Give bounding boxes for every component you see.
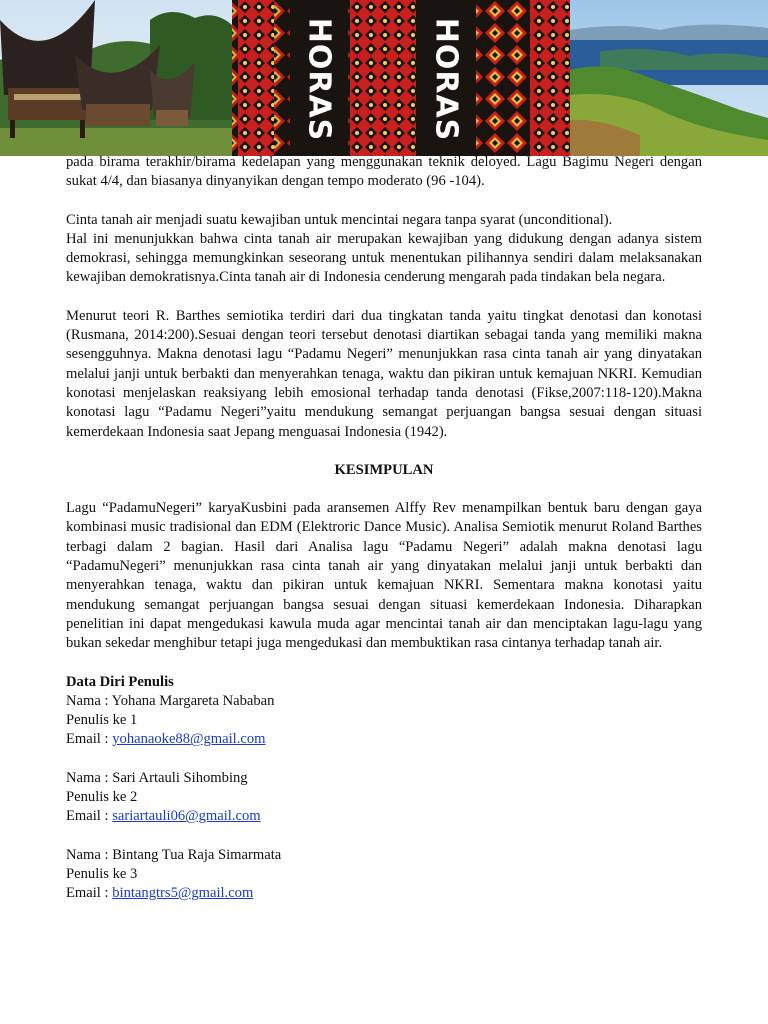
author-role: Penulis ke 3	[66, 865, 138, 882]
banner-image	[0, 0, 768, 156]
email-label: Email :	[66, 808, 113, 825]
authors-heading: Data Diri Penulis	[66, 673, 174, 690]
horas-text-left: HORAS	[301, 17, 337, 141]
paragraph: Hal ini menunjukkan bahwa cinta tanah air merupakan kewajiban yang didukung dengan adanya sistem demokrasi, sehingga memungkinkan seseorang untuk menentukan pilihannya sendiri dalam melaksanakan kewajiban demokratisnya.Cinta tanah air di Indonesia cenderung mengarah pada tindakan bela negara.	[66, 230, 702, 286]
paragraph: pada birama terakhir/birama kedelapan yang menggunakan teknik deloyed. Lagu Bagimu Negeri dengan sukat 4/4, dan biasanya dinyanyikan dengan tempo moderato (96 -104).	[66, 154, 702, 190]
author-role: Penulis ke 2	[66, 789, 138, 806]
author-email-line	[66, 884, 702, 903]
author-name: Nama : Yohana Margareta Nababan	[66, 692, 275, 709]
email-link[interactable]: bintangtrs5@gmail.com	[112, 885, 254, 902]
paragraph: Cinta tanah air menjadi suatu kewajiban untuk mencintai negara tanpa syarat (unconditional).	[66, 211, 613, 228]
paper-body	[66, 153, 702, 904]
paragraph: Lagu “PadamuNegeri” karyaKusbini pada aransemen Alffy Rev menampilkan bentuk baru dengan gaya kombinasi music tradisional dan EDM (Elektroric Dance Music). Analisa Semiotik menurut Roland Barthes terbagi dalam 2 bagian. Hasil dari Analisa lagu “Padamu Negeri” adalah makna denotasi lagu “PadamuNegeri” menunjukkan rasa cinta tanah air yang dinyatakan melalui janji untuk berbakti dan menyerahkan tenaga, waktu dan pikiran untuk kemajuan NKRI. Sementara makna konotasi yaitu mendukung semangat perjuangan bangsa sesuai dengan situasi kemerdekaan Indonesia. Diharapkan penelitian ini dapat mengedukasi kawula muda agar mencintai tanah air dan menciptakan lagu-lagu yang bukan sekedar menghibur tetapi juga mengedukasi dan membuktikan rasa cintanya terhadap tanah air.	[66, 500, 702, 652]
author-name: Nama : Bintang Tua Raja Simarmata	[66, 846, 282, 863]
email-label: Email :	[66, 885, 113, 902]
email-label: Email :	[66, 731, 113, 748]
email-link[interactable]: sariartauli06@gmail.com	[112, 808, 261, 825]
header-banner	[0, 0, 768, 156]
author-email-line	[66, 807, 702, 826]
author-email-line	[66, 730, 702, 749]
author-block	[66, 692, 702, 750]
author-block	[66, 769, 702, 827]
paragraph: Menurut teori R. Barthes semiotika terdiri dari dua tingkatan tanda yaitu tingkat denotasi dan konotasi (Rusmana, 2014:200).Sesuai dengan teori tersebut denotasi diartikan sebagai tanda yang memiliki makna sesengguhnya. Makna denotasi lagu “Padamu Negeri” menunjukkan rasa cinta tanah air yang dinyatakan melalui janji untuk berbakti dan menyerahkan tenaga, waktu dan pikiran untuk kemajuan NKRI. Kemudian konotasi menjelaskan reaksiyang lebih emosional terhadap tanda denotasi (Fikse,2007:118-120).Makna konotasi lagu “Padamu Negeri”yaitu mendukung semangat perjuangan bangsa sesuai dengan situasi kemerdekaan Indonesia saat Jepang menguasai Indonesia (1942).	[66, 307, 702, 440]
author-name: Nama : Sari Artauli Sihombing	[66, 769, 248, 786]
email-link[interactable]: yohanaoke88@gmail.com	[112, 731, 266, 748]
horas-text-right: HORAS	[428, 17, 464, 141]
author-block	[66, 846, 702, 904]
author-role: Penulis ke 1	[66, 712, 138, 729]
section-title: KESIMPULAN	[334, 461, 434, 478]
